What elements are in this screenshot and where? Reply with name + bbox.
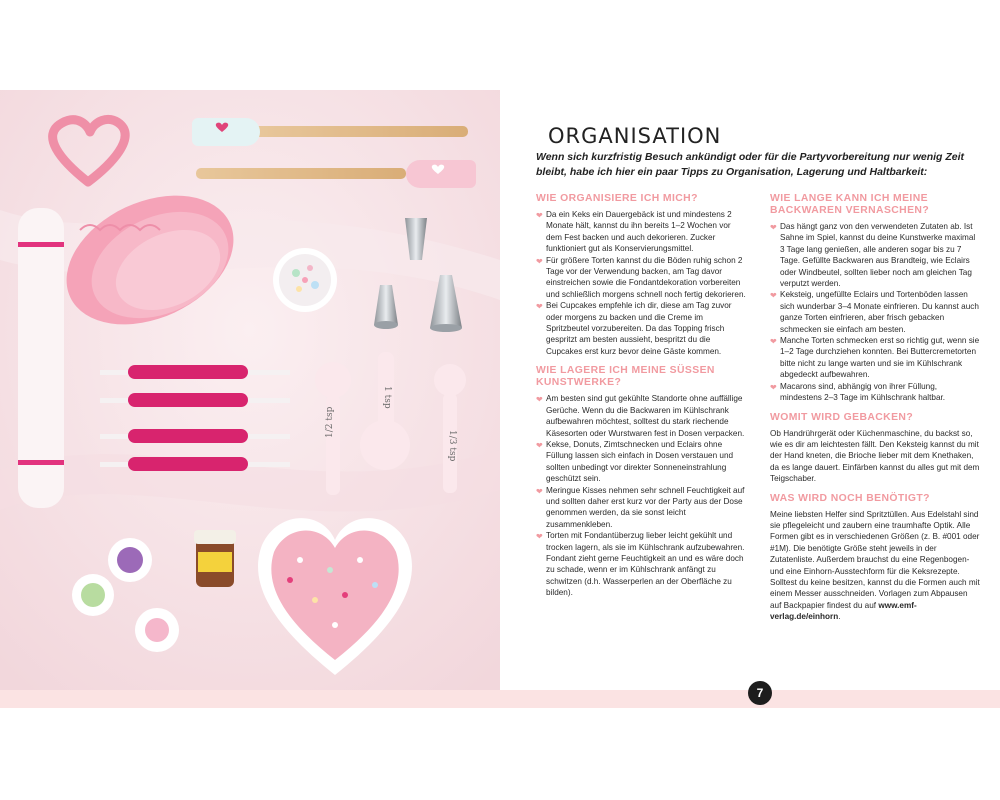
section-heading: WIE ORGANISIERE ICH MICH?	[536, 193, 698, 204]
bullet-item: ❤ Keksteig, ungefüllte Eclairs und Tortenböden lassen sich wunderbar 3–4 Monate einfrieren. Du kannst auch ganze Torten einfrieren, aber frisch gebacken schmecken sie einfach am besten.	[770, 290, 979, 334]
bullet-icon: ❤	[770, 337, 777, 347]
bullet-item: ❤ Meringue Kisses nehmen sehr schnell Feuchtigkeit auf und sollten daher erst kurz vor der Party aus der Dose genommen werden, da sie sonst leicht zusammenkleben.	[536, 485, 745, 529]
section-heading: WOMIT WIRD GEBACKEN?	[770, 411, 914, 423]
bullet-icon: ❤	[770, 382, 777, 392]
section-shelf-life	[770, 193, 980, 404]
section-heading: WIE LAGERE ICH MEINE SÜSSEN KUNSTWERKE?	[536, 365, 715, 389]
section-storage	[536, 365, 746, 598]
bullet-icon: ❤	[536, 532, 543, 542]
bullet-item: ❤ Manche Torten schmecken erst so richtig gut, wenn sie 1–2 Tage durchziehen konnten. Bei Buttercremetorten bitte nicht zu lange warten und sie im Kühlschrank abgedeckt aufbewahren.	[770, 336, 980, 380]
section-organize	[536, 193, 746, 357]
spoon-label-3: 1/3 tsp	[447, 430, 457, 462]
bullet-icon: ❤	[770, 291, 777, 301]
bullet-item: ❤ Da ein Keks ein Dauergebäck ist und mindestens 2 Monate hält, kannst du ihn bereits 1–2 Wochen vor dem Fest backen und auch dekorieren. Zucker funktioniert gut als Konservierungsmittel.	[536, 210, 732, 254]
section-baking-tools	[770, 412, 980, 485]
section-requirements	[770, 493, 980, 623]
bullet-item: ❤ Am besten sind gut gekühlte Standorte ohne auffällige Gerüche. Wenn du die Backwaren im Kühlschrank aufbewahren möchtest, solltest du stark riechende Käsesorten oder Wurstwaren fest in Dosen verpacken.	[536, 394, 745, 438]
paragraph: Meine liebsten Helfer sind Spritztüllen. Aus Edelstahl sind sie pflegeleicht und zaubern eine traumhafte Optik. Alle Formen gibt es in verschiedenen Größen (z. B. #001 oder #1M). Die benötigte Größe steht jeweils in der Zutatenliste. Außerdem brauchst du eine Regenbogen- und eine Einhorn-Ausstechform für die Keksrezepte. Solltest du keine besitzen, kannst du die Formen auch mit einem Messer ausschneiden. Vorlagen zum Abpausen auf Backpapier findest du auf www.emf-verlag.de/einhorn.	[770, 509, 980, 622]
bullet-icon: ❤	[770, 223, 777, 232]
spoon-label-2: 1/2 tsp	[325, 406, 335, 438]
bullet-item: ❤ Für größere Torten kannst du die Böden ruhig schon 2 Tage vor der Verwendung backen, am Tag davor einstreichen sowie die Fondantdekoration vorbereiten und schließlich morgens schnell noch fertig dekorieren.	[536, 255, 746, 299]
photo-illustration	[0, 90, 500, 690]
bullet-icon: ❤	[536, 302, 543, 312]
bullet-icon: ❤	[536, 486, 543, 496]
baking-tools-photo	[0, 90, 500, 690]
rolling-pin	[18, 208, 64, 508]
website-link[interactable]: www.emf-verlag.de/einhorn	[770, 600, 917, 622]
bullet-icon: ❤	[536, 211, 543, 220]
bullet-icon: ❤	[536, 440, 543, 450]
section-heading: WAS WIRD NOCH BENÖTIGT?	[770, 492, 930, 504]
bullet-icon: ❤	[536, 395, 543, 405]
bullet-item: ❤ Macarons sind, abhängig von ihrer Füllung, mindestens 2–3 Tage im Kühlschrank haltbar.	[770, 381, 946, 403]
bullet-icon: ❤	[536, 256, 543, 266]
left-text-column	[536, 193, 746, 607]
right-text-column	[770, 193, 980, 631]
spoon-label-1: 1 tsp	[382, 386, 392, 409]
section-heading: WIE LANGE KANN ICH MEINE BACKWAREN VERNASCHEN?	[770, 193, 930, 216]
bottom-band-left	[0, 690, 500, 708]
bullet-item: ❤ Bei Cupcakes empfehle ich dir, diese am Tag zuvor oder morgens zu backen und die Creme im Spritzbeutel vorzubereiten. Da das Topping frisch gespritzt am besten aussieht, bespritzt du die Cupcakes erst kurz bevor deine Gäste kommen.	[536, 301, 732, 356]
intro-text: Wenn sich kurzfristig Besuch ankündigt oder für die Partyvorbereitung nur wenig Zeit bleibt, habe ich hier ein paar Tipps zu Organisation, Lagerung und Haltbarkeit:	[536, 151, 965, 178]
sprinkles-bowl	[273, 248, 337, 312]
bullet-item: ❤ Das hängt ganz von den verwendeten Zutaten ab. Ist Sahne im Spiel, kannst du deine Kunstwerke maximal 3 Tage lang genießen, alle anderen sogar bis zu 7 Tage. Gefüllte Backwaren aus Brandteig, wie Eclairs oder Windbeutel, sollten lieber noch am gleichen Tag verputzt werden.	[770, 222, 976, 289]
paragraph: Ob Handrührgerät oder Küchenmaschine, du backst so, wie es dir am leichtesten fällt. Den Keksteig kannst du mit der Hand kneten, die Brioche lieber mit dem Knethaken, da es lange dauert. Einfärben kannst du alles gut mit dem Teigschaber.	[770, 428, 980, 484]
bullet-item: ❤ Torten mit Fondantüberzug lieber leicht gekühlt und trocken lagern, als sie im Kühlschrank aufzubewahren. Fondant zieht gerne Feuchtigkeit an und es wäre doch zu schade, wenn er im Kühlschrank anfängt zu schwitzen (d.h. Wasserperlen an der Oberfläche zu bilden).	[536, 531, 745, 598]
page-title: ORGANISATION	[548, 124, 722, 148]
bullet-item: ❤ Kekse, Donuts, Zimtschnecken und Eclairs ohne Füllung lassen sich einfach in Dosen verstauen und sollten unbedingt vor direkter Sonneneinstrahlung geschützt sein.	[536, 439, 734, 484]
page-number: 7	[748, 681, 772, 705]
